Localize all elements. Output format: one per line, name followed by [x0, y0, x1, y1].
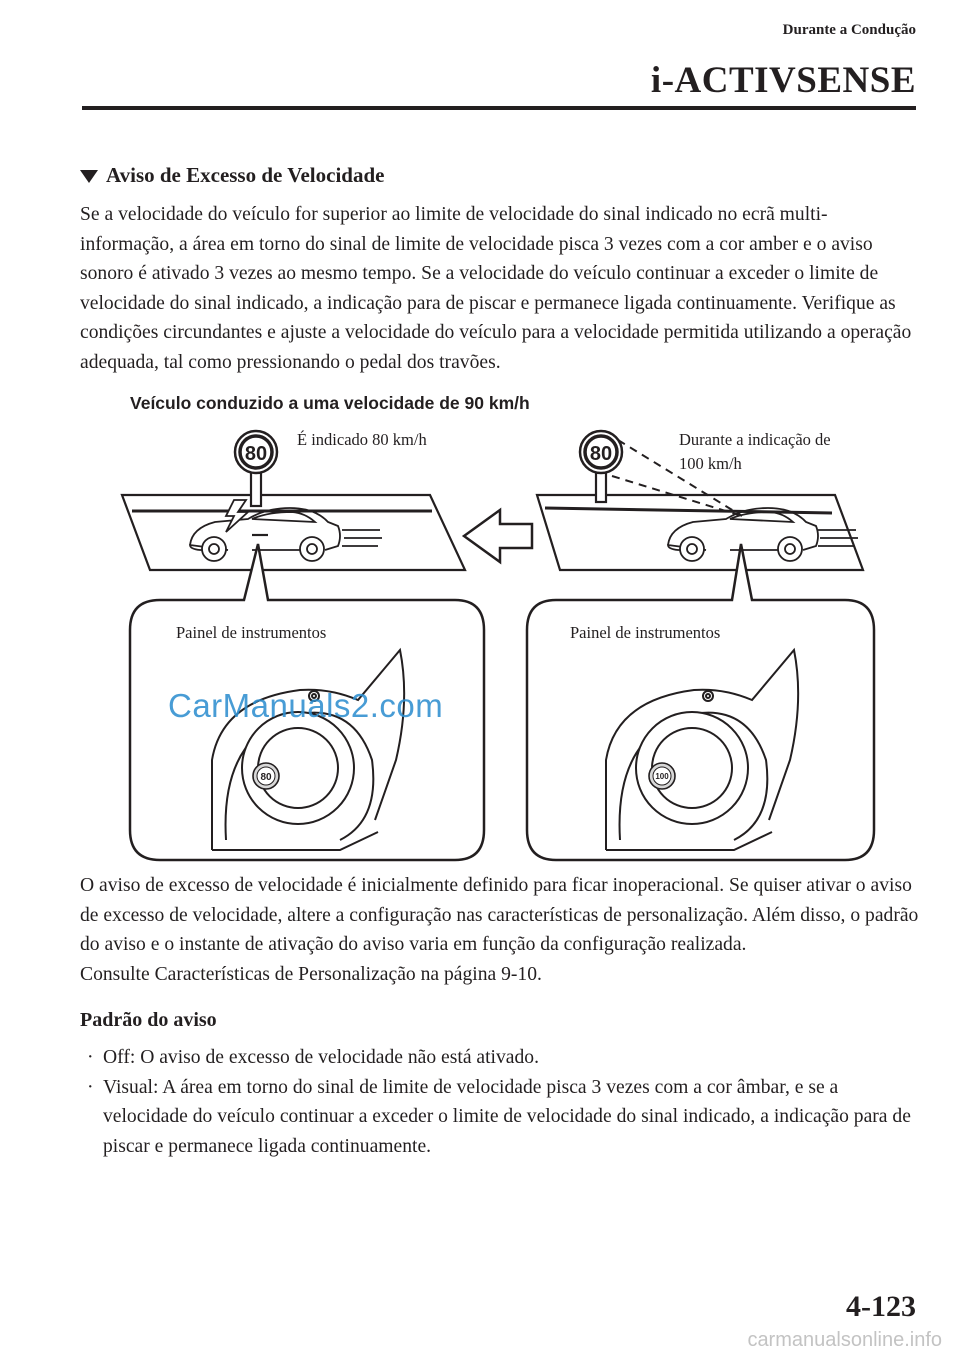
arrow-left-icon [464, 510, 532, 562]
list-item-text: Visual: A área em torno do sinal de limite de velocidade pisca 3 vezes com a cor âmbar, e se a velocidade do veículo continuar a exceder o limite de velocidade do sinal indicado, a indicação para de piscar e permanece ligada continuamente. [103, 1076, 911, 1157]
section-title [80, 163, 384, 188]
left-car [190, 508, 382, 561]
right-panel-label: Painel de instrumentos [570, 623, 721, 642]
section-header: i-ACTIVSENSE [650, 60, 916, 101]
subsection-title: Padrão do aviso [80, 1009, 217, 1031]
header-rule [82, 106, 916, 110]
right-car [668, 508, 858, 561]
left-panel-label: Painel de instrumentos [176, 623, 327, 642]
right-indication-label-line2: 100 km/h [679, 454, 742, 473]
bullet-dot: · [87, 1047, 94, 1068]
settings-paragraph-text: O aviso de excesso de velocidade é inicialmente definido para ficar inoperacional. Se quiser ativar o aviso de excesso de velocidade, altere a configuração nas características de personalização. Além disso, o padrão do aviso e o instante de ativação do aviso varia em função da configuração realizada. [80, 875, 919, 955]
right-road-sign-value: 80 [589, 443, 613, 465]
speed-warning-diagram [0, 420, 960, 870]
settings-paragraph [80, 871, 920, 989]
left-indication-label: É indicado 80 km/h [297, 430, 427, 449]
list-item [82, 1043, 922, 1073]
list-item [82, 1073, 922, 1162]
chapter-header: Durante a Condução [782, 22, 916, 38]
list-item-text: Off: O aviso de excesso de velocidade não está ativado. [103, 1047, 539, 1068]
reference-paragraph: Consulte Características de Personalização na página 9-10. [80, 963, 542, 985]
right-cluster-sign-value: 100 [655, 772, 669, 781]
diagram-caption: Veículo conduzido a uma velocidade de 90 km/h [130, 393, 530, 413]
warning-pattern-list [82, 1043, 922, 1161]
right-instrument-callout [527, 544, 874, 860]
left-road-scene [122, 470, 465, 570]
left-road-sign-value: 80 [244, 443, 268, 465]
section-title-text: Aviso de Excesso de Velocidade [106, 163, 385, 187]
intro-paragraph: Se a velocidade do veículo for superior ao limite de velocidade do sinal indicado no ecrã multi-informação, a área em torno do sinal de limite de velocidade pisca 3 vezes com a cor amber e o aviso sonoro é ativado 3 vezes ao mesmo tempo. Se a velocidade do veículo continuar a exceder o limite de velocidade do sinal indicado, a indicação para de piscar e permanece ligada continuamente. Verifique as condições circundantes e ajuste a velocidade do veículo para a velocidade permitida utilizando a operação adequada, tal como pressionando o pedal dos travões. [80, 204, 912, 373]
page-number: 4-123 [846, 1290, 916, 1323]
bullet-dot: · [87, 1076, 94, 1098]
watermark: CarManuals2.com [168, 687, 444, 724]
left-cluster-sign-value: 80 [260, 772, 272, 783]
footer-watermark: carmanualsonline.info [747, 1329, 942, 1351]
triangle-bullet-icon [80, 170, 98, 183]
right-indication-label-line1: Durante a indicação de [679, 430, 831, 449]
